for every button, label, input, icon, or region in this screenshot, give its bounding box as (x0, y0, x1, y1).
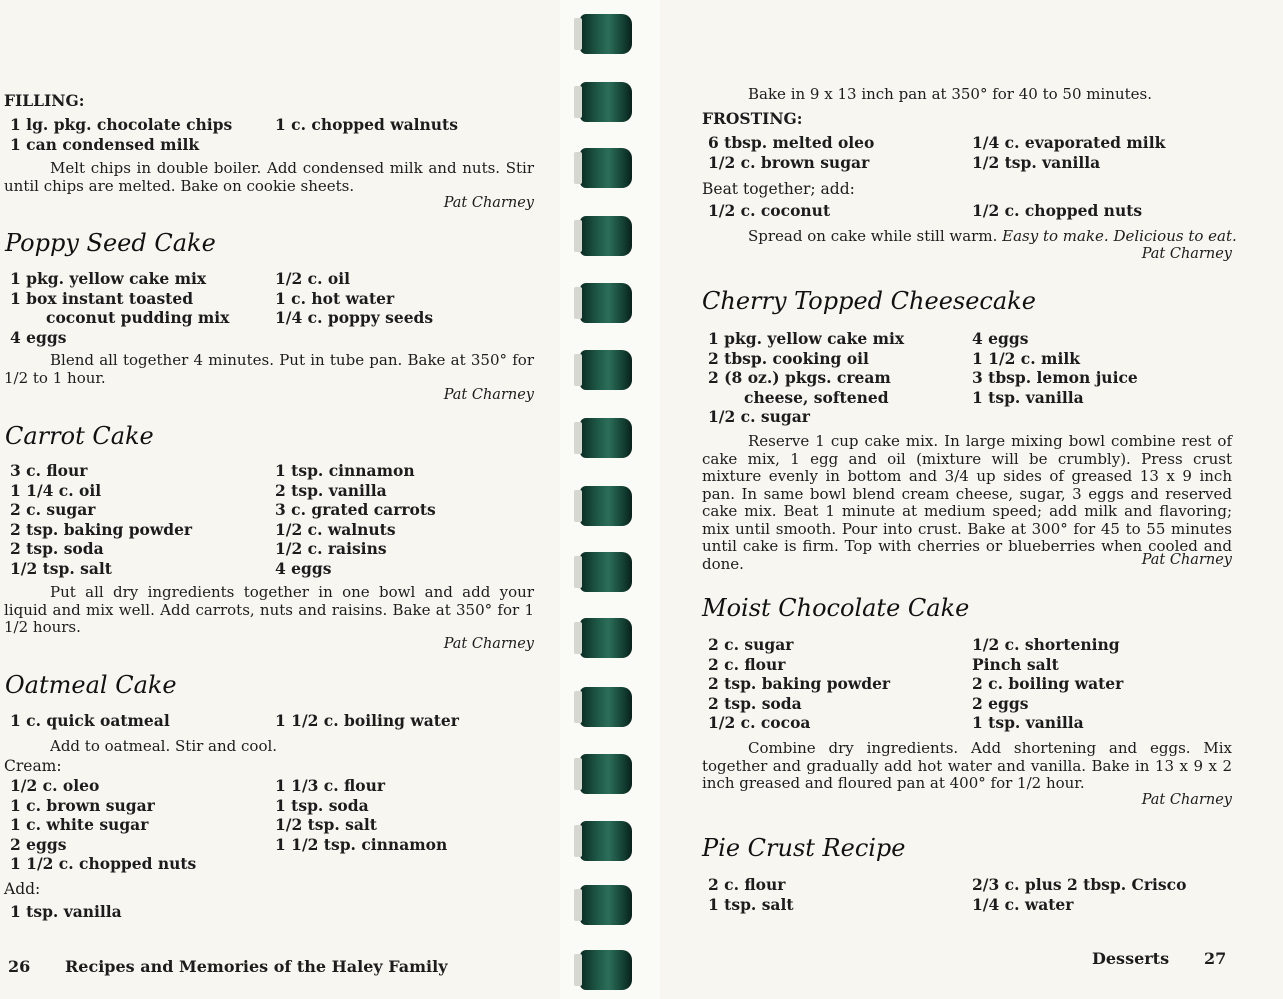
right-page (660, 0, 1283, 999)
ingredient-item: 1 lg. pkg. chocolate chips (10, 115, 233, 134)
ingredient-item: 1/2 c. walnuts (275, 519, 396, 539)
ingredient-item: 4 eggs (972, 329, 1029, 348)
right-page-number: 27 (1204, 949, 1227, 968)
pie-crust-title: Pie Crust Recipe (702, 834, 906, 862)
oatmeal-ingredients-col1 (10, 711, 170, 731)
ingredient-item: 1/4 c. poppy seeds (275, 308, 434, 327)
top-bake-instructions: Bake in 9 x 13 inch pan at 350° for 40 to 50 minutes. (748, 85, 1152, 103)
ingredient-item: 2 c. flour (708, 875, 786, 894)
binding-ring (580, 885, 632, 925)
left-page (0, 0, 560, 999)
frosting-heading: FROSTING: (702, 109, 803, 128)
binding-ring (580, 283, 632, 323)
filling-heading: FILLING: (4, 91, 85, 110)
ingredient-item: 2 eggs (972, 693, 1029, 713)
spiral-binding (560, 0, 660, 999)
top-author: Pat Charney (1141, 246, 1232, 262)
ingredient-item: 1 tsp. salt (708, 894, 794, 914)
ingredient-item: 1/2 c. oleo (10, 776, 100, 795)
oatmeal-ingredients-col2 (275, 711, 459, 731)
ingredient-item: 1 tsp. soda (275, 795, 369, 815)
ingredient-item: 1/2 c. coconut (708, 201, 831, 220)
oatmeal-cream-label: Cream: (4, 757, 62, 775)
ingredient-item: 2 eggs (10, 834, 67, 854)
ingredient-item: Pinch salt (972, 654, 1059, 674)
section-name: Desserts (1092, 949, 1170, 968)
ingredient-item: 1/2 c. brown sugar (708, 152, 870, 172)
left-page-number: 26 (8, 957, 31, 976)
ingredient-item: 2 tsp. baking powder (10, 519, 193, 539)
oatmeal-add-items (10, 902, 122, 922)
ingredient-item: 4 eggs (275, 558, 332, 578)
ingredient-item: coconut pudding mix (46, 308, 230, 327)
ingredient-item: 1 1/3 c. flour (275, 776, 386, 795)
poppy-author: Pat Charney (443, 387, 534, 403)
moist-author: Pat Charney (1141, 792, 1232, 808)
carrot-cake-title: Carrot Cake (5, 422, 154, 450)
ingredient-item: 1 c. chopped walnuts (275, 115, 458, 134)
oatmeal-cream-col2 (275, 776, 447, 854)
binding-ring (580, 754, 632, 794)
frosting-col1 (708, 133, 874, 172)
ingredient-item: 1 1/2 c. milk (972, 348, 1080, 368)
ingredient-item: 1 1/2 c. chopped nuts (10, 854, 197, 873)
ingredient-item: 1/2 c. chopped nuts (972, 201, 1143, 220)
pie-ingredients-col1 (708, 875, 794, 914)
frosting-spread: Spread on cake while still warm. Easy to make. Delicious to eat. (748, 227, 1237, 245)
ingredient-item: 1/2 tsp. salt (10, 558, 112, 578)
filling-ingredients-col1 (10, 115, 232, 154)
binding-ring (580, 82, 632, 122)
binding-ring (580, 821, 632, 861)
ingredient-item: 4 eggs (10, 327, 67, 347)
binding-ring (580, 148, 632, 188)
ingredient-item: 1/2 tsp. salt (275, 815, 377, 834)
moist-ingredients-col1 (708, 635, 890, 733)
oatmeal-add-label: Add: (4, 880, 41, 898)
frosting-col2 (972, 133, 1165, 172)
ingredient-item: 2 tsp. vanilla (275, 480, 387, 500)
poppy-ingredients-col2 (275, 269, 433, 328)
cherry-author: Pat Charney (1141, 552, 1232, 568)
ingredient-item: 1 c. white sugar (10, 815, 149, 834)
ingredient-item: 1 c. quick oatmeal (10, 711, 170, 730)
ingredient-item: 2 c. boiling water (972, 674, 1124, 693)
carrot-instructions: Put all dry ingredients together in one bowl and add your liquid and mix well. Add carrots, nuts and raisins. Bake at 350° for 1 1/2 hours. (4, 583, 534, 636)
poppy-seed-cake-title: Poppy Seed Cake (5, 229, 216, 257)
book-title: Recipes and Memories of the Haley Family (65, 957, 448, 976)
oatmeal-cake-title: Oatmeal Cake (5, 671, 177, 699)
moist-instructions: Combine dry ingredients. Add shortening and eggs. Mix together and gradually add hot water and vanilla. Bake in 13 x 9 x 2 inch greased and floured pan at 400° for 1/2 hour. (702, 739, 1232, 792)
ingredient-item: 2/3 c. plus 2 tbsp. Crisco (972, 875, 1187, 894)
moist-ingredients-col2 (972, 635, 1123, 733)
poppy-ingredients-col1 (10, 269, 229, 347)
binding-ring (580, 552, 632, 592)
cherry-ingredients-col1 (708, 329, 904, 427)
ingredient-item: 1 1/4 c. oil (10, 480, 102, 500)
ingredient-item: 2 tbsp. cooking oil (708, 348, 869, 368)
poppy-instructions: Blend all together 4 minutes. Put in tube pan. Bake at 350° for 1/2 to 1 hour. (4, 351, 534, 387)
ingredient-item: 1 1/2 tsp. cinnamon (275, 834, 448, 854)
carrot-ingredients-col1 (10, 461, 192, 578)
ingredient-item: 2 tsp. soda (708, 693, 802, 713)
cherry-instructions: Reserve 1 cup cake mix. In large mixing bowl combine rest of cake mix, 1 egg and oil (mixture will be crumbly). Press crust mixture evenly in bottom and 3/4 up sides of greased 13 x 9 inch pan. In same bowl blend cream cheese, sugar, 3 eggs and reserved cake mix. Beat 1 minute at medium speed; add milk and flavoring; mix until smooth. Pour into crust. Bake at 300° for 45 to 55 minutes until cake is firm. Top with cherries or blueberries when cooled and done. (702, 432, 1232, 573)
binding-ring (580, 687, 632, 727)
ingredient-item: 2 c. sugar (10, 500, 96, 519)
ingredient-item: 3 tbsp. lemon juice (972, 368, 1138, 387)
filling-author: Pat Charney (443, 195, 534, 211)
binding-ring (580, 618, 632, 658)
ingredient-item: 1 box instant toasted (10, 288, 194, 308)
ingredient-item: 3 c. flour (10, 461, 88, 480)
binding-ring (580, 350, 632, 390)
ingredient-item: 1/4 c. water (972, 894, 1074, 914)
binding-ring (580, 418, 632, 458)
ingredient-item: 1/2 c. cocoa (708, 713, 811, 732)
frosting-beat: Beat together; add: (702, 180, 855, 198)
binding-ring (580, 486, 632, 526)
oatmeal-step: Add to oatmeal. Stir and cool. (50, 737, 278, 755)
ingredient-item: 1 1/2 c. boiling water (275, 711, 459, 730)
frosting-col1b (708, 201, 830, 221)
ingredient-item: 1 c. hot water (275, 288, 395, 308)
ingredient-item: 2 c. sugar (708, 635, 794, 654)
carrot-author: Pat Charney (443, 636, 534, 652)
ingredient-item: 1/2 c. shortening (972, 635, 1120, 654)
frosting-col2b (972, 201, 1142, 221)
ingredient-item: 2 c. flour (708, 654, 786, 674)
filling-ingredients-col2 (275, 115, 458, 135)
ingredient-item: 1 tsp. vanilla (10, 902, 122, 921)
ingredient-item: 1/2 c. oil (275, 269, 350, 288)
pie-ingredients-col2 (972, 875, 1186, 914)
ingredient-item: 2 (8 oz.) pkgs. cream (708, 368, 891, 387)
ingredient-item: 1 pkg. yellow cake mix (708, 329, 905, 348)
cherry-ingredients-col2 (972, 329, 1138, 407)
oatmeal-cream-col1 (10, 776, 196, 874)
moist-chocolate-cake-title: Moist Chocolate Cake (702, 594, 970, 622)
ingredient-item: 2 tsp. soda (10, 539, 104, 558)
ingredient-item: 1 pkg. yellow cake mix (10, 269, 207, 288)
carrot-ingredients-col2 (275, 461, 436, 578)
binding-ring (580, 14, 632, 54)
ingredient-item: 1/2 tsp. vanilla (972, 152, 1101, 172)
ingredient-item: 1 can condensed milk (10, 134, 200, 154)
ingredient-item: 1/2 c. sugar (708, 407, 810, 426)
binding-ring (580, 950, 632, 990)
binding-ring (580, 216, 632, 256)
ingredient-item: cheese, softened (744, 387, 889, 407)
ingredient-item: 1/2 c. raisins (275, 539, 387, 558)
ingredient-item: 1 tsp. vanilla (972, 387, 1084, 407)
ingredient-item: 6 tbsp. melted oleo (708, 133, 875, 152)
filling-instructions: Melt chips in double boiler. Add condensed milk and nuts. Stir until chips are melted. Bake on cookie sheets. (4, 159, 534, 195)
ingredient-item: 3 c. grated carrots (275, 500, 436, 519)
ingredient-item: 1 tsp. vanilla (972, 713, 1084, 732)
ingredient-item: 1 c. brown sugar (10, 795, 155, 815)
ingredient-item: 1 tsp. cinnamon (275, 461, 415, 480)
cherry-cheesecake-title: Cherry Topped Cheesecake (702, 287, 1036, 315)
ingredient-item: 2 tsp. baking powder (708, 674, 891, 693)
ingredient-item: 1/4 c. evaporated milk (972, 133, 1166, 152)
